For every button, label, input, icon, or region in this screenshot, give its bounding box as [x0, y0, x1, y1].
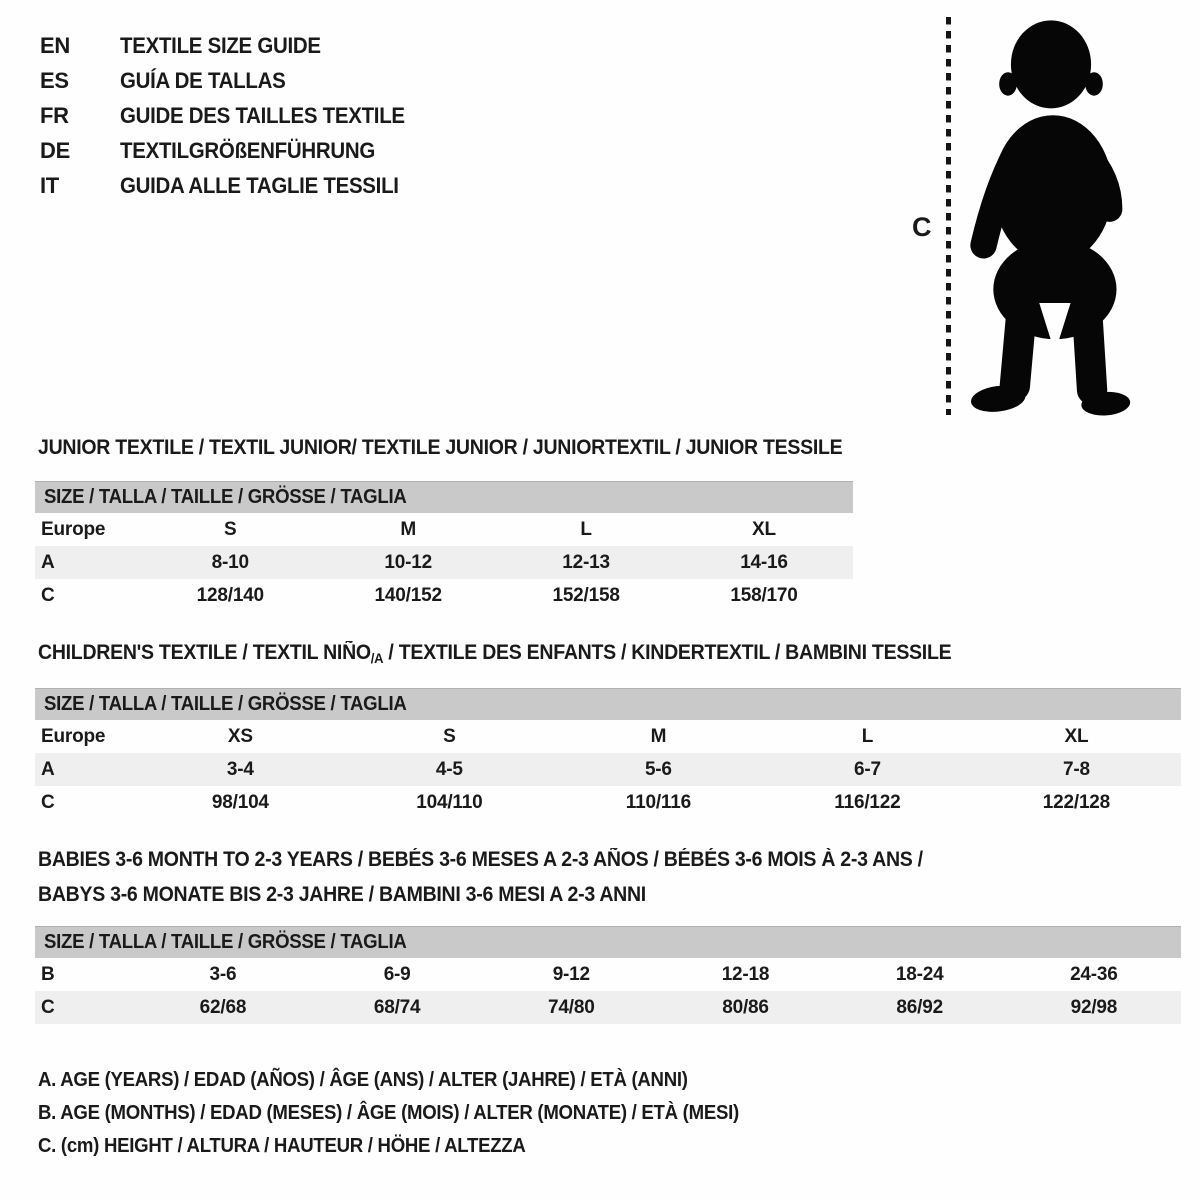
table-cell: 86/92 [896, 997, 943, 1018]
row-label: Europe [41, 519, 106, 540]
row-label: Europe [41, 726, 106, 747]
language-label: GUIDA ALLE TAGLIE TESSILI [120, 173, 399, 198]
legend-line-b [38, 1103, 792, 1124]
legend-line-a [38, 1070, 792, 1091]
table-cell: S [224, 519, 237, 540]
table-cell: 62/68 [199, 997, 247, 1018]
children-size-table [35, 688, 1181, 819]
language-code: ES [40, 68, 69, 93]
table-cell: 12-18 [721, 964, 770, 985]
children-title-sub: /A [370, 650, 384, 666]
table-cell: 3-6 [209, 964, 237, 985]
babies-size-table [35, 926, 1181, 1024]
table-cell: 14-16 [740, 552, 788, 573]
table-row-height-cm [35, 991, 1181, 1024]
babies-section-title-line1 [38, 848, 989, 872]
table-cell: 104/110 [416, 792, 483, 813]
size-header-label: SIZE / TALLA / TAILLE / GRÖSSE / TAGLIA [44, 931, 407, 953]
size-header-bar [35, 926, 1181, 958]
language-code: IT [40, 173, 59, 198]
table-cell: 110/116 [625, 792, 691, 813]
table-cell: 10-12 [384, 552, 432, 573]
size-header-bar [35, 688, 1181, 720]
table-cell: M [650, 726, 667, 747]
language-row-fr [40, 98, 426, 133]
legend-line-c [38, 1136, 792, 1157]
row-label: C [41, 585, 55, 606]
table-cell: 9-12 [552, 964, 590, 985]
table-cell: 128/140 [196, 585, 264, 606]
junior-size-table [35, 481, 853, 612]
table-cell: 68/74 [373, 997, 421, 1018]
language-row-en [40, 28, 426, 63]
babies-section-title-line2 [38, 883, 692, 907]
children-section-title [38, 641, 1020, 670]
table-cell: 5-6 [644, 759, 672, 780]
table-cell: 7-8 [1062, 759, 1090, 780]
language-code: FR [40, 103, 69, 128]
table-cell: 122/128 [1042, 792, 1111, 813]
children-title-post: / TEXTILE DES ENFANTS / KINDERTEXTIL / BAMBINI TESSILE [383, 641, 952, 664]
table-cell: 152/158 [552, 585, 620, 606]
table-cell: S [443, 726, 456, 747]
language-label: TEXTILE SIZE GUIDE [120, 33, 321, 58]
measure-legend [38, 1070, 792, 1169]
children-title-pre: CHILDREN'S TEXTILE / TEXTIL NIÑO [38, 641, 371, 664]
table-cell: 92/98 [1070, 997, 1118, 1018]
table-cell: XL [752, 519, 776, 540]
language-label: TEXTILGRÖßENFÜHRUNG [120, 138, 375, 163]
table-cell: XS [227, 726, 253, 747]
table-cell: L [580, 519, 592, 540]
table-cell: 4-5 [435, 759, 463, 780]
table-cell: 3-4 [226, 759, 254, 780]
table-row-height-cm [35, 786, 1181, 819]
table-cell: 158/170 [730, 585, 798, 606]
row-label: B [41, 964, 55, 985]
junior-section-title [38, 436, 903, 460]
legend-line-b-text: B. AGE (MONTHS) / EDAD (MESES) / ÂGE (MOIS) / ALTER (MONATE) / ETÀ (MESI) [38, 1102, 739, 1124]
table-cell: 24-36 [1070, 964, 1118, 985]
language-row-de [40, 133, 426, 168]
legend-line-c-text: C. (cm) HEIGHT / ALTURA / HAUTEUR / HÖHE / ALTEZZA [38, 1135, 526, 1157]
table-row-height-cm [35, 579, 853, 612]
children-title-text [38, 641, 951, 670]
table-row-age-years [35, 753, 1181, 786]
size-header-bar [35, 481, 853, 513]
language-row-it [40, 168, 426, 203]
language-label: GUIDE DES TAILLES TEXTILE [120, 103, 405, 128]
row-label: A [41, 759, 55, 780]
size-header-label: SIZE / TALLA / TAILLE / GRÖSSE / TAGLIA [44, 486, 407, 508]
table-row-sizes [35, 513, 853, 546]
language-label: GUÍA DE TALLAS [120, 68, 286, 93]
legend-line-a-text: A. AGE (YEARS) / EDAD (AÑOS) / ÂGE (ANS) / ALTER (JAHRE) / ETÀ (ANNI) [38, 1069, 688, 1091]
table-cell: XL [1064, 726, 1089, 747]
language-row-es [40, 63, 426, 98]
table-cell: 6-7 [853, 759, 881, 780]
size-header-label: SIZE / TALLA / TAILLE / GRÖSSE / TAGLIA [44, 693, 407, 715]
table-cell: 18-24 [895, 964, 944, 985]
language-title-list [40, 28, 426, 203]
table-cell: 8-10 [211, 552, 249, 573]
row-label: A [41, 552, 55, 573]
table-cell: 6-9 [383, 964, 411, 985]
table-cell: L [861, 726, 874, 747]
table-cell: 80/86 [722, 997, 769, 1018]
table-cell: 140/152 [374, 585, 442, 606]
language-code: DE [40, 138, 70, 163]
row-label: C [41, 997, 55, 1018]
measure-label-c: C [912, 212, 932, 242]
table-cell: 74/80 [548, 997, 595, 1018]
table-cell: M [400, 519, 416, 540]
height-measure-line [946, 17, 951, 415]
language-code: EN [40, 33, 70, 58]
babies-title-line1-text: BABIES 3-6 MONTH TO 2-3 YEARS / BEBÉS 3-6 MESES A 2-3 AÑOS / BÉBÉS 3-6 MOIS À 2-3 ANS / [38, 848, 923, 871]
table-cell: 116/122 [834, 792, 901, 813]
table-cell: 12-13 [562, 552, 610, 573]
row-label: C [41, 792, 55, 813]
table-row-age-months [35, 958, 1181, 991]
table-row-age-years [35, 546, 853, 579]
babies-title-line2-text: BABYS 3-6 MONATE BIS 2-3 JAHRE / BAMBINI 3-6 MESI A 2-3 ANNI [38, 883, 646, 906]
toddler-silhouette-icon [963, 6, 1139, 422]
junior-title-text: JUNIOR TEXTILE / TEXTIL JUNIOR/ TEXTILE JUNIOR / JUNIORTEXTIL / JUNIOR TESSILE [38, 436, 843, 459]
table-cell: 98/104 [211, 792, 269, 813]
table-row-sizes [35, 720, 1181, 753]
